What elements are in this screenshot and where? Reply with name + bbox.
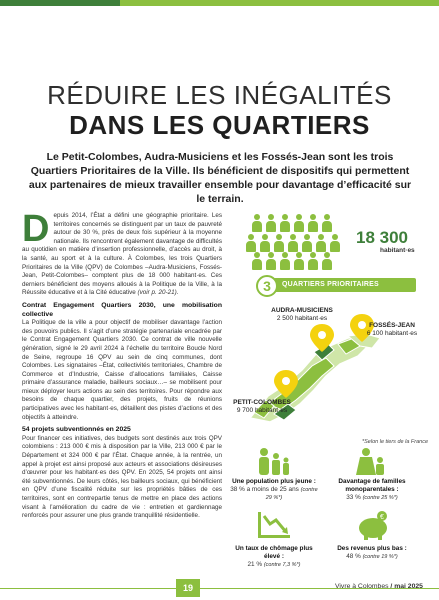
person-icon [266, 214, 276, 232]
article-p1-ref: (voir p. 20-21). [137, 289, 179, 297]
section-heading-contract: Contrat Engagement Quartiers 2030, une mobilisation collective [22, 301, 222, 318]
article-paragraph-3: Pour financer ces initiatives, des budgets sont destinés aux trois QPV colombiens : 213 000 € mis à disposition par la Ville, 213 000 € par le Département et 324 000 € par l’État. Chaque année, à la rentrée, un appel à projet est ainsi proposé aux acteurs et associations désireuses d’œuvrer pour les habitant·es des QPV. En 2025, 54 projets ont ainsi été subventionnés. De leurs côtés, les bailleurs sociaux, qui bénéficient en QPV d’une fiscalité réduite sur les propriétés bâties de ces territoires, sont en contrepartie tenus de mettre en place des actions visant à l’amélioration du cadre de vie : entretien et gardiennage renforcés pour assurer une plus grande tranquillité résidentielle. [22, 434, 222, 520]
page-title-line1: RÉDUIRE LES INÉGALITÉS [47, 80, 392, 110]
page-number: 19 [176, 579, 200, 597]
indicator-income: Des revenus plus bas : 48 % (contre 19 %*) [337, 545, 407, 560]
person-icon [288, 234, 298, 252]
person-icon [274, 234, 284, 252]
label-petit: PETIT-COLOMBES 9 700 habitant·es [233, 399, 291, 414]
inhabitants-label: habitant·es [380, 247, 415, 254]
person-icon [308, 252, 318, 270]
article-paragraph-1 [22, 208, 222, 298]
person-icon [294, 252, 304, 270]
person-icon [252, 252, 262, 270]
person-icon [322, 214, 332, 232]
person-icon [302, 234, 312, 252]
magazine-name: Vivre à Colombes / mai 2025 [335, 583, 423, 590]
person-icon [246, 234, 256, 252]
label-fosses: FOSSÉS-JEAN 6 100 habitant·es [366, 322, 418, 337]
chart-decline-icon [256, 508, 292, 540]
person-icon [322, 252, 332, 270]
person-icon [266, 252, 276, 270]
person-icon [294, 214, 304, 232]
person-icon [260, 234, 270, 252]
label-audra: AUDRA-MUSICIENS 2 500 habitant·es [271, 307, 333, 322]
page-title-line2: DANS LES QUARTIERS [69, 110, 370, 140]
person-icon [316, 234, 326, 252]
article-column [22, 208, 222, 523]
piggy-bank-icon [354, 510, 392, 540]
people-icon-group [244, 210, 356, 270]
family-icon [254, 446, 294, 476]
map-source-note: *Selon le tiers de la France [362, 439, 429, 445]
single-parent-icon [352, 446, 392, 476]
svg-text:€: € [380, 514, 384, 521]
qp-banner-label: QUARTIERS PRIORITAIRES [282, 281, 379, 288]
person-icon [280, 252, 290, 270]
person-icon [252, 214, 262, 232]
indicator-young: Une population plus jeune : 38 % a moins de 25 ans (contre 29 %*) [230, 478, 318, 501]
person-icon [330, 234, 340, 252]
person-icon [308, 214, 318, 232]
article-p1-text: epuis 2014, l’État a défini une géographie prioritaire. Les territoires concernés se distinguent par un taux de pauvreté autour de 30 %, près de deux fois supérieur à la moyenne nationale. Ils rencontrent également davantage de difficultés au quotidien en matière d’insertion professionnelle, d’accès au droit, à la santé, au sport et à la culture. À Colombes, les trois Quartiers Prioritaires de la Ville (QPV) de Colombes –Audra-Musiciens, Fossés-Jean, Petit-Colombes– comptent plus de 18 000 habitant·es. Ces derniers bénéficient des moyens alloués à la Politique de la Ville, à la Réussite éducative et à la Cité éducative [22, 212, 222, 297]
qp-count-badge: 3 [256, 275, 278, 297]
article-paragraph-2: La Politique de la ville a pour objectif de mobiliser davantage l’action des pouvoirs publics. Il s’agit d’une stratégie partenariale encadrée par le Contrat Engagement Quartiers 2030. Ce contrat de ville nouvelle génération, signé le 29 avril 2024 à l’échelle du territoire Boucle Nord de Seine, regroupe 16 QPV au sein de cinq communes, dont Colombes. Les signataires –État, collectivités territoriales, Chambre de Commerce et d’Industrie, Caisse d’allocations familiales, Caisse primaire d’assurance maladie, bailleurs sociaux…– se mobilisent pour mieux déployer leurs actions au sein des territoires. Pour répondre aux besoins de chaque quartier, des projets, fruits de réunions participatives avec les habitant·es, détaillent des pistes d’actions et des objectifs à atteindre. [22, 319, 222, 421]
drop-cap: D [22, 208, 50, 250]
inhabitants-count: 18 300 [356, 228, 408, 247]
person-icon [280, 214, 290, 232]
indicator-unemployment: Un taux de chômage plus élevé : 21 % (contre 7,3 %*) [235, 545, 313, 568]
indicator-families: Davantage de familles monoparentales : 33 % (contre 25 %*) [338, 478, 406, 501]
section-heading-projects: 54 projets subventionnés en 2025 [22, 426, 131, 434]
top-accent-bar-dark [0, 0, 120, 6]
intro-paragraph: Le Petit-Colombes, Audra-Musiciens et les Fossés-Jean sont les trois Quartiers Prioritaires de la Ville. Ils bénéficient de dispositifs qui permettent aux partenaires de mieux travailler ensemble pour davantage d’efficacité sur le terrain. [28, 151, 412, 205]
